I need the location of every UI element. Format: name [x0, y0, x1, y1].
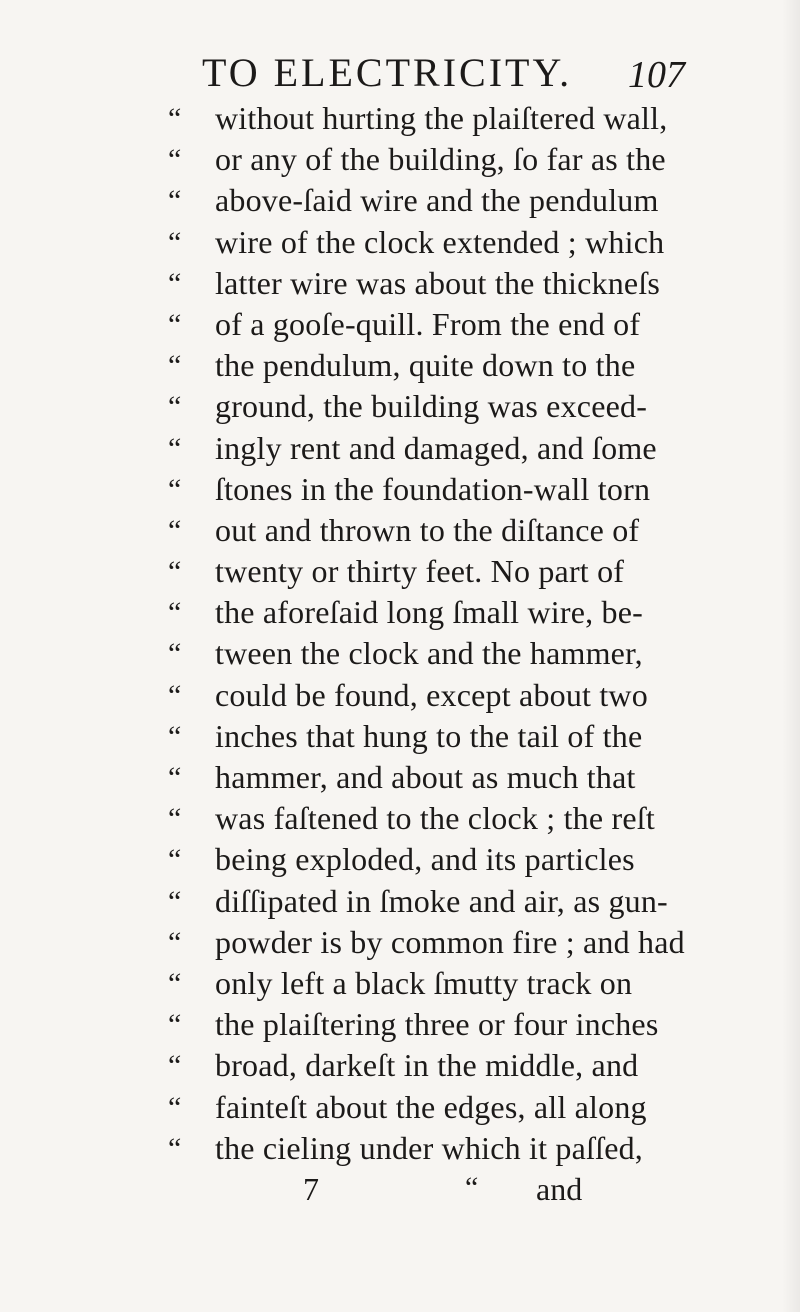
quote-mark: “: [168, 1008, 182, 1042]
line-text: ingly rent and damaged, and ſome: [215, 429, 657, 466]
quote-mark: “: [168, 266, 182, 300]
body-text: [0, 98, 800, 1210]
text-line: [0, 222, 800, 263]
text-line: [0, 922, 800, 963]
text-line: [0, 139, 800, 180]
text-line: [0, 839, 800, 880]
page-footer: [0, 1169, 800, 1210]
line-text: above-ſaid wire and the pendulum: [215, 182, 659, 219]
quote-mark: “: [168, 349, 182, 383]
quote-mark: “: [168, 1131, 182, 1165]
text-line: [0, 386, 800, 427]
line-text: the pendulum, quite down to the: [215, 347, 636, 384]
quote-mark: “: [168, 1049, 182, 1083]
text-line: [0, 1087, 800, 1128]
quote-mark: “: [168, 513, 182, 547]
quote-mark: “: [168, 184, 182, 218]
quote-mark: “: [168, 884, 182, 918]
line-text: broad, darkeſt in the middle, and: [215, 1047, 639, 1084]
text-line: [0, 592, 800, 633]
line-text: being exploded, and its particles: [215, 841, 635, 878]
line-text: hammer, and about as much that: [215, 759, 636, 795]
quote-mark: “: [168, 966, 182, 1000]
text-line: [0, 304, 800, 345]
text-line: [0, 345, 800, 386]
quote-mark: “: [168, 555, 182, 589]
line-text: fainteſt about the edges, all along: [215, 1088, 647, 1125]
text-line: [0, 428, 800, 469]
line-text: the plaiſtering three or four inches: [215, 1006, 659, 1043]
text-line: [0, 551, 800, 592]
text-line: [0, 98, 800, 139]
line-text: of a gooſe-quill. From the end of: [215, 305, 641, 342]
quote-mark: “: [168, 596, 182, 630]
quote-mark: “: [168, 719, 182, 753]
line-text: ground, the building was exceed-: [215, 388, 648, 425]
line-text: only left a black ſmutty track on: [215, 964, 633, 1001]
quote-mark: “: [168, 143, 182, 177]
text-line: [0, 263, 800, 304]
text-line: [0, 1045, 800, 1086]
line-text: ſtones in the foundation-wall torn: [215, 470, 651, 507]
line-text: or any of the building, ſo far as the: [215, 141, 666, 178]
text-line: [0, 180, 800, 221]
line-text: powder is by common fire ; and had: [215, 923, 685, 960]
line-text: was faſtened to the clock ; the reſt: [215, 800, 655, 837]
quote-mark: “: [168, 637, 182, 671]
quote-mark: “: [168, 307, 182, 341]
text-line: [0, 1004, 800, 1045]
line-text: wire of the clock extended ; which: [215, 223, 665, 260]
text-line: [0, 757, 800, 798]
catchword: and: [536, 1170, 583, 1207]
quote-mark: “: [168, 925, 182, 959]
quote-mark: “: [168, 761, 182, 794]
quote-mark: “: [168, 678, 182, 712]
text-line: [0, 1128, 800, 1169]
line-text: latter wire was about the thickneſs: [215, 264, 661, 301]
line-text: twenty or thirty feet. No part of: [215, 553, 625, 590]
text-line: [0, 881, 800, 922]
text-line: [0, 633, 800, 674]
quote-mark: “: [168, 225, 182, 259]
quote-mark: “: [168, 843, 182, 877]
text-line: [0, 469, 800, 510]
text-line: [0, 510, 800, 551]
line-text: the cieling under which it paſſed,: [215, 1129, 644, 1166]
line-text: tween the clock and the hammer,: [215, 635, 643, 672]
line-text: without hurting the plaiſtered wall,: [215, 100, 668, 136]
text-line: [0, 798, 800, 839]
page-edge-shadow: [782, 0, 800, 1312]
quote-mark: “: [168, 390, 182, 424]
quote-mark: “: [465, 1170, 479, 1204]
line-text: could be found, except about two: [215, 676, 648, 713]
line-text: inches that hung to the tail of the: [215, 717, 643, 754]
quote-mark: “: [168, 431, 182, 465]
text-line: [0, 675, 800, 716]
line-text: diſſipated in ſmoke and air, as gun-: [215, 882, 668, 919]
quote-mark: “: [168, 802, 182, 836]
page-number: 107: [628, 54, 685, 96]
line-text: the aforeſaid long ſmall wire, be-: [215, 594, 643, 631]
running-head: TO ELECTRICITY.: [202, 50, 573, 95]
quote-mark: “: [168, 472, 182, 506]
text-line: [0, 716, 800, 757]
page-header: [0, 48, 800, 98]
quote-mark: “: [168, 102, 182, 135]
signature-mark: 7: [303, 1170, 319, 1207]
line-text: out and thrown to the diſtance of: [215, 511, 640, 548]
quote-mark: “: [168, 1090, 182, 1124]
text-line: [0, 963, 800, 1004]
